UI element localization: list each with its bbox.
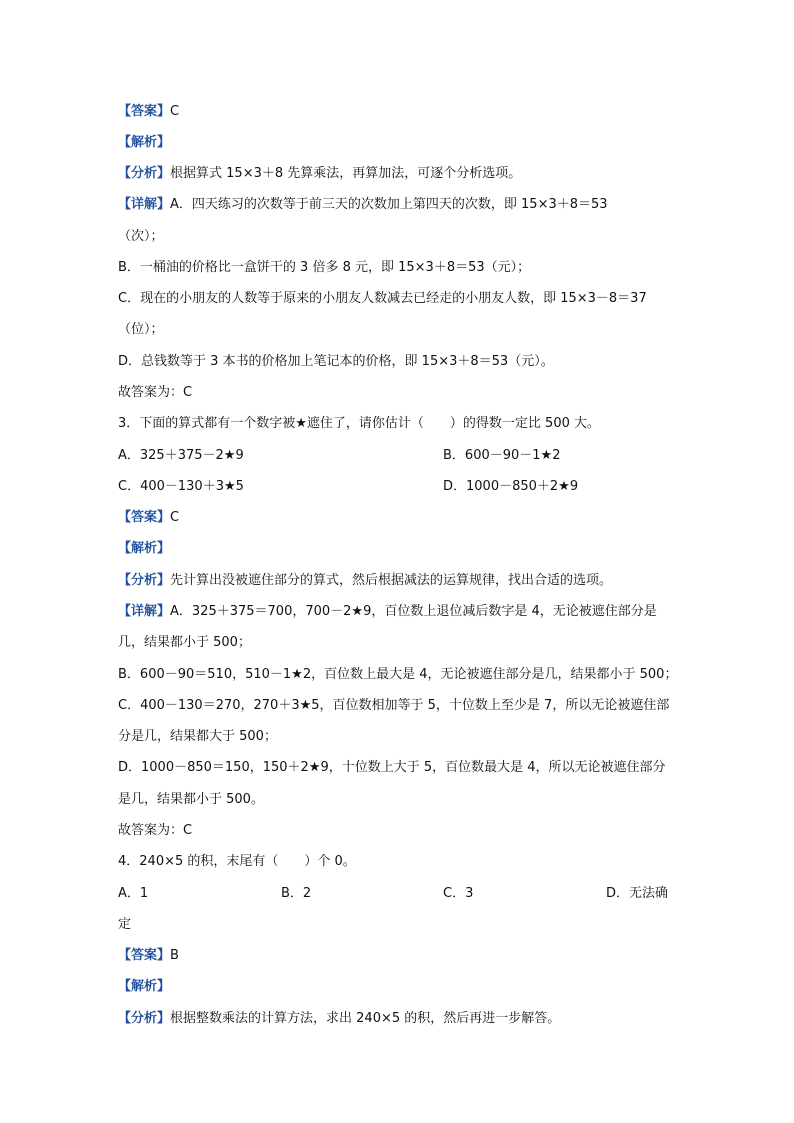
answer-value: C xyxy=(170,104,180,119)
detail-line: C．400－130＝270，270＋3★5，百位数相加等于 5，十位数上至少是 7，所以无论被遮住部 xyxy=(118,698,670,713)
conclusion-line: 故答案为：C xyxy=(118,385,193,400)
detail-line: （位）； xyxy=(118,322,164,337)
detail-line: 是几，结果都小于 500。 xyxy=(118,792,264,807)
detail-line: 【详解】A．325＋375＝700，700－2★9，百位数上退位减后数字是 4，无论被遮住部分是 xyxy=(118,604,657,619)
answer-line: 【答案】B xyxy=(118,948,179,963)
question-stem: 3．下面的算式都有一个数字被★遮住了，请你估计（ ）的得数一定比 500 大。 xyxy=(118,416,601,431)
option-c: C．3 xyxy=(443,886,474,901)
option-b: B．2 xyxy=(281,886,312,901)
fenxi-line: 【分析】根据算式 15×3＋8 先算乘法，再算加法，可逐个分析选项。 xyxy=(118,166,522,181)
option-d: D．无法确 xyxy=(606,886,669,901)
answer-line: 【答案】C xyxy=(118,510,180,525)
answer-tag: 【答案】 xyxy=(118,104,171,119)
option-a: A．325＋375－2★9 xyxy=(118,448,244,463)
fenxi-line: 【分析】根据整数乘法的计算方法，求出 240×5 的积，然后再进一步解答。 xyxy=(118,1011,561,1026)
detail-line: D．1000－850＝150，150＋2★9，十位数上大于 5，百位数最大是 4，所以无论被遮住部分 xyxy=(118,760,666,775)
option-d: D．1000－850＋2★9 xyxy=(443,479,579,494)
detail-line: B．一桶油的价格比一盒饼干的 3 倍多 8 元，即 15×3＋8＝53（元）； xyxy=(118,260,531,275)
detail-line: 几，结果都小于 500； xyxy=(118,635,251,650)
option-c: C．400－130＋3★5 xyxy=(118,479,244,494)
option-b: B．600－90－1★2 xyxy=(443,448,561,463)
option-d-continued: 定 xyxy=(118,917,132,932)
detail-line: B．600－90＝510，510－1★2，百位数上最大是 4，无论被遮住部分是几，结果都小于 500； xyxy=(118,667,678,682)
analysis-heading: 【解析】 xyxy=(118,135,171,150)
detail-line: 分是几，结果都大于 500； xyxy=(118,729,277,744)
detail-line: C．现在的小朋友的人数等于原来的小朋友人数减去已经走的小朋友人数，即 15×3－8＝37 xyxy=(118,291,647,306)
detail-line: 【详解】A．四天练习的次数等于前三天的次数加上第四天的次数，即 15×3＋8＝53 xyxy=(118,197,608,212)
question-stem: 4．240×5 的积，末尾有（ ）个 0。 xyxy=(118,854,356,869)
option-a: A．1 xyxy=(118,886,149,901)
conclusion-line: 故答案为：C xyxy=(118,823,193,838)
answer-line xyxy=(118,104,179,120)
detail-line: （次）； xyxy=(118,229,164,244)
fenxi-line: 【分析】先计算出没被遮住部分的算式，然后根据减法的运算规律，找出合适的选项。 xyxy=(118,573,613,588)
analysis-heading: 【解析】 xyxy=(118,541,171,556)
detail-line: D．总钱数等于 3 本书的价格加上笔记本的价格，即 15×3＋8＝53（元）。 xyxy=(118,354,554,369)
analysis-heading: 【解析】 xyxy=(118,979,171,994)
